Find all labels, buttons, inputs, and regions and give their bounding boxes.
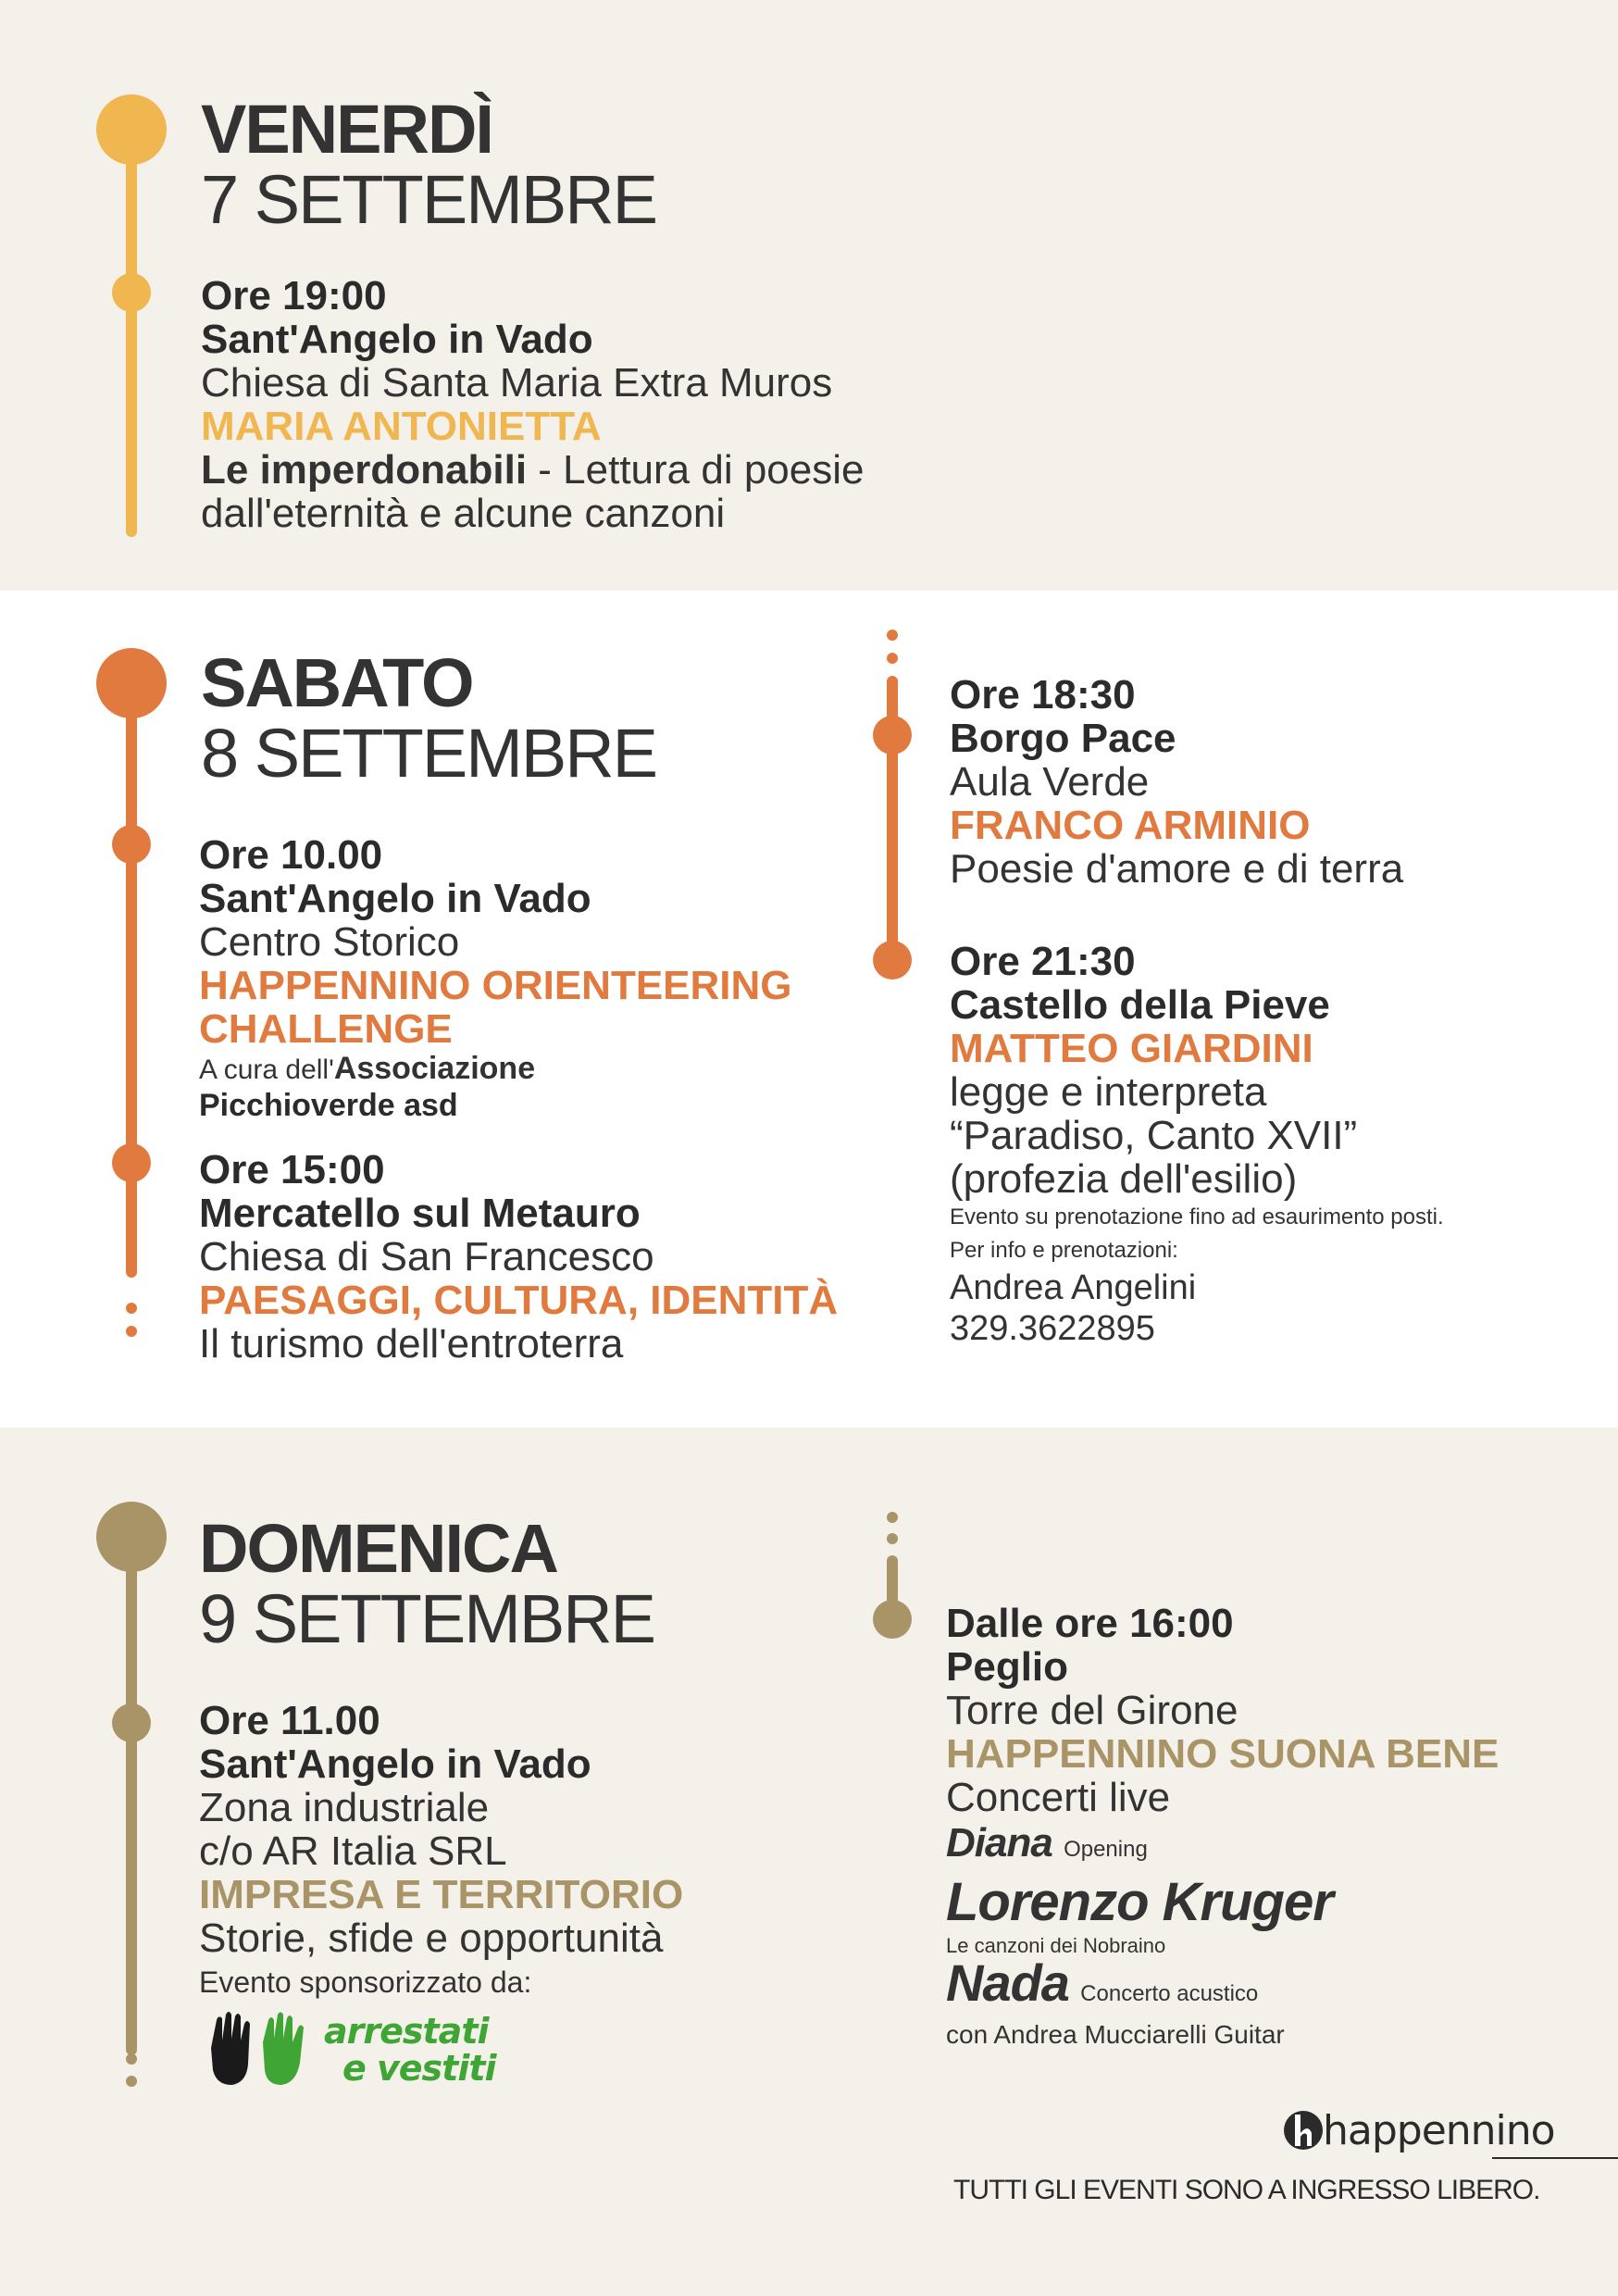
timeline-dot [887, 630, 898, 641]
act-3 [946, 1953, 1499, 2021]
day-marker [96, 648, 167, 718]
act-2-name: Lorenzo Kruger [946, 1872, 1333, 1932]
day-date: 7 SETTEMBRE [201, 161, 656, 238]
timeline-dot [126, 1303, 137, 1314]
act-3-name: Nada [946, 1953, 1069, 2012]
timeline-dot [887, 653, 898, 664]
event-place: Sant'Angelo in Vado [201, 317, 593, 362]
saturday-event-3 [950, 673, 1403, 891]
day-name: SABATO [201, 644, 473, 721]
event-place: Mercatello sul Metauro [199, 1191, 641, 1236]
event-title: HAPPENNINO SUONA BENE [946, 1731, 1500, 1777]
event-time: Ore 10.00 [199, 832, 383, 878]
event-venue: Centro Storico [199, 919, 460, 965]
event-time: Dalle ore 16:00 [946, 1601, 1234, 1646]
contact-name: Andrea Angelini [950, 1268, 1197, 1307]
event-title: PAESAGGI, CULTURA, IDENTITÀ [199, 1278, 839, 1323]
timeline-dot [887, 1533, 898, 1544]
event-venue: Chiesa di San Francesco [199, 1234, 654, 1279]
logo-h-icon [1282, 2103, 1325, 2157]
event-time: Ore 11.00 [199, 1698, 380, 1743]
curator-prefix: A cura dell' [199, 1054, 334, 1085]
event-time: Ore 21:30 [950, 939, 1136, 984]
saturday-heading [201, 644, 656, 792]
hands-icon [204, 2009, 315, 2089]
act-3-note: Concerto acustico [1080, 1981, 1259, 2006]
event-venue-line2: c/o AR Italia SRL [199, 1828, 507, 1874]
event-title: IMPRESA E TERRITORIO [199, 1872, 684, 1917]
event-curator [199, 1051, 792, 1088]
contact-phone: 329.3622895 [950, 1309, 1155, 1348]
act-3-with: con Andrea Mucciarelli Guitar [946, 2020, 1285, 2049]
event-description-rest: - Lettura di poesie [527, 447, 865, 493]
act-1-name: Diana [946, 1820, 1052, 1866]
event-marker [873, 1600, 912, 1639]
act-2-note: Le canzoni dei Nobraino [946, 1934, 1166, 1957]
event-time: Ore 18:30 [950, 672, 1136, 718]
logo-text: happennino [1323, 2107, 1555, 2154]
event-title: MATTEO GIARDINI [950, 1026, 1313, 1071]
day-marker [96, 1502, 167, 1572]
day-date: 9 SETTEMBRE [199, 1580, 654, 1657]
saturday-event-2 [199, 1148, 838, 1366]
event-curator-line2: Picchioverde asd [199, 1088, 458, 1123]
sponsor-name-line2: e vestiti [342, 2048, 496, 2089]
footer-rule [1492, 2157, 1618, 2159]
event-description-line2: dall'eternità e alcune canzoni [201, 491, 726, 536]
day-name: VENERDÌ [201, 91, 492, 168]
happennino-logo [1282, 2100, 1555, 2165]
sunday-heading [199, 1510, 654, 1657]
act-1 [946, 1819, 1499, 1874]
event-place: Sant'Angelo in Vado [199, 1741, 591, 1787]
friday-event [201, 274, 865, 535]
sponsor-label: Evento sponsorizzato da: [199, 1965, 532, 1999]
event-marker [112, 273, 151, 312]
timeline-dot [126, 2053, 137, 2065]
event-description-bold: Le imperdonabili [201, 447, 528, 493]
timeline-dot [126, 2076, 137, 2087]
event-description-line3: (profezia dell'esilio) [950, 1156, 1298, 1202]
event-time: Ore 19:00 [201, 273, 387, 318]
event-description [201, 448, 865, 492]
saturday-event-1 [199, 833, 792, 1123]
event-venue: Torre del Girone [946, 1688, 1238, 1733]
event-marker [112, 1703, 151, 1742]
event-place: Borgo Pace [950, 716, 1176, 761]
timeline-line [126, 667, 137, 1278]
event-description-line2: “Paradiso, Canto XVII” [950, 1113, 1358, 1158]
day-marker [96, 94, 167, 165]
event-marker [873, 716, 912, 755]
event-place: Peglio [946, 1644, 1069, 1690]
event-description: Poesie d'amore e di terra [950, 846, 1404, 892]
event-marker [112, 825, 151, 864]
event-title: FRANCO ARMINIO [950, 803, 1311, 848]
sponsor-name: arrestati [324, 2011, 489, 2052]
event-title-line2: CHALLENGE [199, 1006, 453, 1052]
act-2 [946, 1874, 1499, 1936]
event-time: Ore 15:00 [199, 1147, 385, 1192]
event-description: legge e interpreta [950, 1069, 1267, 1115]
reservation-note: Evento su prenotazione fino ad esaurimento posti. [950, 1204, 1444, 1229]
sponsor-logo [204, 2009, 537, 2092]
sunday-event-2 [946, 1602, 1499, 2049]
event-description: Storie, sfide e opportunità [199, 1915, 664, 1961]
event-place: Sant'Angelo in Vado [199, 876, 591, 921]
event-description: Concerti live [946, 1775, 1171, 1820]
timeline-line [126, 130, 137, 537]
act-1-note: Opening [1064, 1837, 1148, 1862]
event-venue: Chiesa di Santa Maria Extra Muros [201, 360, 833, 406]
day-name: DOMENICA [199, 1510, 557, 1587]
event-venue: Zona industriale [199, 1785, 490, 1830]
sunday-event-1 [199, 1699, 683, 2004]
saturday-event-4 [950, 940, 1444, 1349]
timeline-dot [887, 1512, 898, 1523]
event-marker [873, 941, 912, 980]
event-title: HAPPENNINO ORIENTEERING [199, 963, 792, 1008]
event-title: MARIA ANTONIETTA [201, 404, 602, 449]
event-place: Castello della Pieve [950, 982, 1330, 1028]
friday-heading [201, 91, 656, 238]
event-venue: Aula Verde [950, 759, 1150, 805]
free-entry-notice: TUTTI GLI EVENTI SONO A INGRESSO LIBERO. [953, 2175, 1540, 2205]
curator-name: Associazione [333, 1051, 536, 1086]
timeline-line [126, 1537, 137, 2055]
info-note: Per info e prenotazioni: [950, 1238, 1178, 1263]
event-description: Il turismo dell'entroterra [199, 1321, 624, 1366]
day-date: 8 SETTEMBRE [201, 715, 656, 792]
timeline-dot [126, 1326, 137, 1337]
event-marker [112, 1143, 151, 1182]
